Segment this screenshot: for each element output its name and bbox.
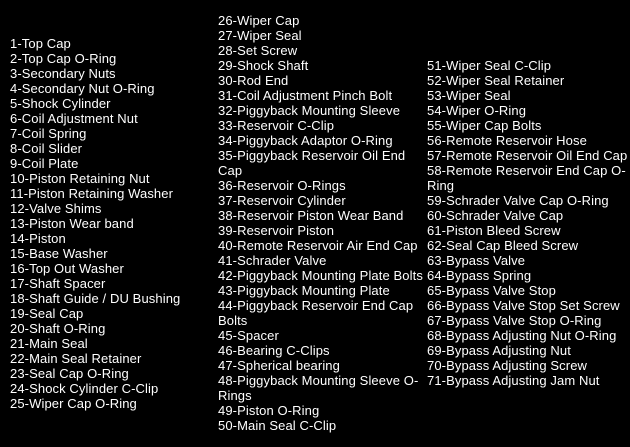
part-list-item: 41-Schrader Valve xyxy=(218,253,327,268)
part-list-item: 14-Piston xyxy=(10,231,66,246)
part-list-item: 43-Piggyback Mounting Plate xyxy=(218,283,390,298)
part-list-item: 30-Rod End xyxy=(218,73,289,88)
part-list-item: 10-Piston Retaining Nut xyxy=(10,171,150,186)
part-list-item: 52-Wiper Seal Retainer xyxy=(427,73,565,88)
part-list-item: 65-Bypass Valve Stop xyxy=(427,283,556,298)
part-list-item: 53-Wiper Seal xyxy=(427,88,511,103)
part-list-item: 16-Top Out Washer xyxy=(10,261,124,276)
part-list-item: 26-Wiper Cap xyxy=(218,13,300,28)
part-list-item: 33-Reservoir C-Clip xyxy=(218,118,335,133)
part-list-item: 50-Main Seal C-Clip xyxy=(218,418,337,433)
part-list-item: 67-Bypass Valve Stop O-Ring xyxy=(427,313,602,328)
part-list-item: 22-Main Seal Retainer xyxy=(10,351,142,366)
part-list-item: 61-Piston Bleed Screw xyxy=(427,223,561,238)
part-list-item: 8-Coil Slider xyxy=(10,141,83,156)
part-list-item: 11-Piston Retaining Washer xyxy=(10,186,174,201)
part-list-item: 1-Top Cap xyxy=(10,36,71,51)
part-list-item: 27-Wiper Seal xyxy=(218,28,302,43)
part-list-item: 39-Reservoir Piston xyxy=(218,223,335,238)
part-list-item: 6-Coil Adjustment Nut xyxy=(10,111,138,126)
part-list-item: 57-Remote Reservoir Oil End Cap xyxy=(427,148,628,163)
part-list-item: 32-Piggyback Mounting Sleeve xyxy=(218,103,401,118)
part-list-item: 44-Piggyback Reservoir End Cap Bolts xyxy=(218,298,414,328)
part-list-item: 5-Shock Cylinder xyxy=(10,96,111,111)
part-list-item: 20-Shaft O-Ring xyxy=(10,321,106,336)
part-list-item: 23-Seal Cap O-Ring xyxy=(10,366,129,381)
part-list-item: 60-Schrader Valve Cap xyxy=(427,208,564,223)
part-list-item: 63-Bypass Valve xyxy=(427,253,526,268)
part-list-item: 55-Wiper Cap Bolts xyxy=(427,118,542,133)
parts-column-1 xyxy=(10,36,215,411)
part-list-item: 21-Main Seal xyxy=(10,336,88,351)
part-list-item: 9-Coil Plate xyxy=(10,156,79,171)
part-list-item: 48-Piggyback Mounting Sleeve O-Rings xyxy=(218,373,419,403)
part-list-item: 69-Bypass Adjusting Nut xyxy=(427,343,571,358)
part-list-item: 46-Bearing C-Clips xyxy=(218,343,330,358)
part-list-item: 34-Piggyback Adaptor O-Ring xyxy=(218,133,393,148)
part-list-item: 15-Base Washer xyxy=(10,246,108,261)
parts-column-3 xyxy=(427,58,630,388)
part-list-item: 59-Schrader Valve Cap O-Ring xyxy=(427,193,609,208)
part-list-item: 51-Wiper Seal C-Clip xyxy=(427,58,552,73)
part-list-item: 24-Shock Cylinder C-Clip xyxy=(10,381,159,396)
part-list-item: 18-Shaft Guide / DU Bushing xyxy=(10,291,181,306)
part-list-item: 40-Remote Reservoir Air End Cap xyxy=(218,238,418,253)
part-list-item: 17-Shaft Spacer xyxy=(10,276,106,291)
part-list-item: 49-Piston O-Ring xyxy=(218,403,320,418)
part-list-item: 19-Seal Cap xyxy=(10,306,84,321)
part-list-item: 68-Bypass Adjusting Nut O-Ring xyxy=(427,328,617,343)
part-list-item: 37-Reservoir Cylinder xyxy=(218,193,346,208)
part-list-item: 38-Reservoir Piston Wear Band xyxy=(218,208,404,223)
part-list-item: 12-Valve Shims xyxy=(10,201,102,216)
part-list-item: 4-Secondary Nut O-Ring xyxy=(10,81,155,96)
part-list-item: 2-Top Cap O-Ring xyxy=(10,51,117,66)
part-list-item: 29-Shock Shaft xyxy=(218,58,309,73)
part-list-item: 42-Piggyback Mounting Plate Bolts xyxy=(218,268,423,283)
part-list-item: 71-Bypass Adjusting Jam Nut xyxy=(427,373,600,388)
part-list-item: 56-Remote Reservoir Hose xyxy=(427,133,587,148)
part-list-item: 58-Remote Reservoir End Cap O-Ring xyxy=(427,163,626,193)
part-list-item: 31-Coil Adjustment Pinch Bolt xyxy=(218,88,393,103)
part-list-item: 62-Seal Cap Bleed Screw xyxy=(427,238,579,253)
part-list-item: 66-Bypass Valve Stop Set Screw xyxy=(427,298,620,313)
part-list-item: 70-Bypass Adjusting Screw xyxy=(427,358,588,373)
part-list-item: 7-Coil Spring xyxy=(10,126,87,141)
part-list-item: 28-Set Screw xyxy=(218,43,298,58)
part-list-item: 35-Piggyback Reservoir Oil End Cap xyxy=(218,148,406,178)
part-list-item: 45-Spacer xyxy=(218,328,279,343)
part-list-item: 64-Bypass Spring xyxy=(427,268,532,283)
part-list-item: 25-Wiper Cap O-Ring xyxy=(10,396,137,411)
part-list-item: 36-Reservoir O-Rings xyxy=(218,178,346,193)
part-list-item: 54-Wiper O-Ring xyxy=(427,103,527,118)
parts-column-2 xyxy=(218,13,424,433)
part-list-item: 3-Secondary Nuts xyxy=(10,66,116,81)
part-list-item: 13-Piston Wear band xyxy=(10,216,134,231)
part-list-item: 47-Spherical bearing xyxy=(218,358,340,373)
